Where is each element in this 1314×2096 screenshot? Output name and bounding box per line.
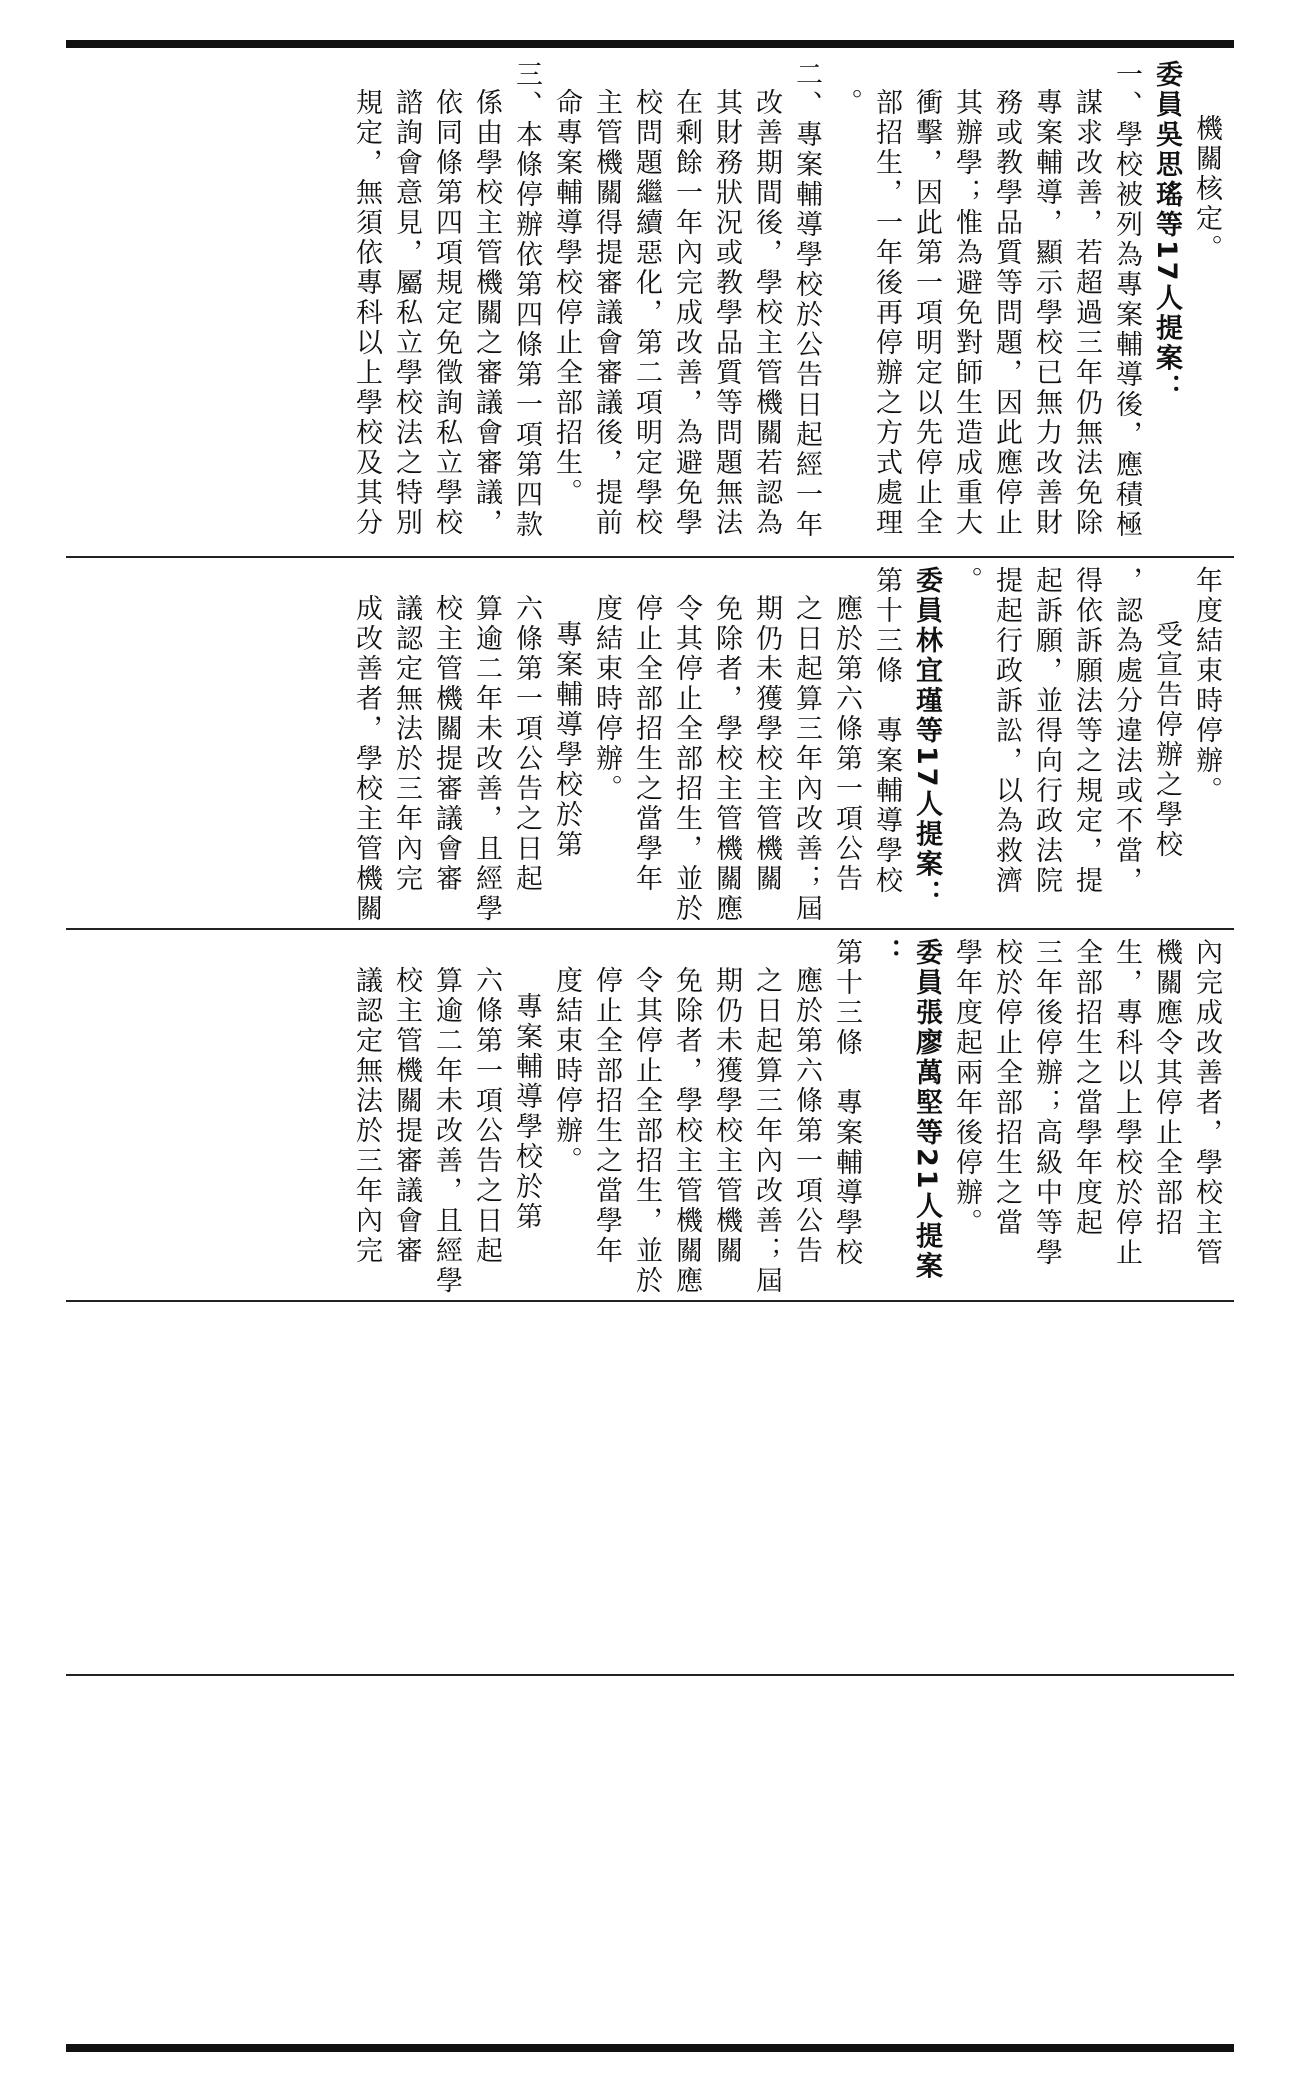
text-line: 議認定無法於三年內完 <box>391 594 422 894</box>
text-line: 六條第一項公告之日起 <box>511 594 542 894</box>
text-line: 度結束時停辦。 <box>591 594 622 804</box>
bottom-rule <box>66 2044 1234 2052</box>
text-line: 受宣告停辦之學校 <box>1151 620 1182 860</box>
proposal-heading: 委員張廖萬堅等21人提案 <box>911 938 942 1282</box>
text-line: 專案輔導學校於第 <box>551 620 582 860</box>
text-line: 其財務狀況或教學品質等問題無法 <box>711 88 742 538</box>
section-5-empty <box>66 1680 1234 2040</box>
section-1 <box>66 56 1234 552</box>
text-line: 部招生，一年後再停辦之方式處理 <box>871 88 902 538</box>
text-line: 第十三條 專案輔導學校 <box>871 566 902 896</box>
text-line: 衝擊，因此第一項明定以先停止全 <box>911 88 942 538</box>
band-divider-2 <box>66 928 1234 930</box>
text-line: 期仍未獲學校主管機關 <box>711 966 742 1266</box>
text-line: 規定，無須依專科以上學校及其分 <box>351 88 382 538</box>
text-line: 校問題繼續惡化，第二項明定學校 <box>631 88 662 538</box>
text-line: 專案輔導學校於第 <box>511 992 542 1232</box>
text-line: 務或教學品質等問題，因此應停止 <box>991 88 1022 538</box>
text-line: 二、專案輔導學校於公告日起經一年 <box>791 60 822 540</box>
text-line: 在剩餘一年內完成改善，為避免學 <box>671 88 702 538</box>
text-line: 免除者，學校主管機關應 <box>711 594 742 924</box>
text-line: 一、學校被列為專案輔導後，應積極 <box>1111 60 1142 540</box>
section-2-text <box>346 566 1226 924</box>
text-line: 生，專科以上學校於停止 <box>1111 938 1142 1268</box>
text-line: 令其停止全部招生，並於 <box>631 966 662 1296</box>
text-line: 應於第六條第一項公告 <box>791 966 822 1266</box>
proposal-heading: 委員吳思瑤等17人提案： <box>1151 60 1182 404</box>
text-line: ，認為處分違法或不當， <box>1111 566 1142 896</box>
text-line: 校於停止全部招生之當 <box>991 938 1022 1238</box>
text-line: 起訴願，並得向行政法院 <box>1031 566 1062 896</box>
text-line: 六條第一項公告之日起 <box>471 966 502 1266</box>
text-line: 提起行政訴訟，以為救濟 <box>991 566 1022 896</box>
text-line: 學年度起兩年後停辦。 <box>951 938 982 1238</box>
text-line: 校主管機關提審議會審 <box>431 594 462 894</box>
section-1-text <box>346 60 1226 550</box>
text-line: 算逾二年未改善，且經學 <box>431 966 462 1296</box>
band-divider-4 <box>66 1674 1234 1676</box>
proposal-heading: 委員林宜瑾等17人提案： <box>911 566 942 910</box>
text-line: 期仍未獲學校主管機關 <box>751 594 782 894</box>
text-line: 依同條第四項規定免徵詢私立學校 <box>431 88 462 538</box>
text-line: 係由學校主管機關之審議會審議， <box>471 88 502 538</box>
text-line: ： <box>871 938 902 968</box>
text-line: 算逾二年未改善，且經學 <box>471 594 502 924</box>
text-line: 免除者，學校主管機關應 <box>671 966 702 1296</box>
section-4-empty <box>66 1306 1234 1668</box>
text-line: 停止全部招生之當學年 <box>591 966 622 1266</box>
text-line: 三年後停辦；高級中等學 <box>1031 938 1062 1268</box>
text-line: 機關核定。 <box>1191 114 1222 264</box>
text-line: 停止全部招生之當學年 <box>631 594 662 894</box>
text-line: 主管機關得提審議會審議後，提前 <box>591 88 622 538</box>
text-line: 。 <box>831 88 862 118</box>
text-line: 全部招生之當學年度起 <box>1071 938 1102 1238</box>
text-line: 內完成改善者，學校主管 <box>1191 938 1222 1268</box>
text-line: 命專案輔導學校停止全部招生。 <box>551 88 582 508</box>
text-line: 機關應令其停止全部招 <box>1151 938 1182 1238</box>
band-divider-1 <box>66 556 1234 558</box>
section-2 <box>66 562 1234 924</box>
top-rule <box>66 40 1234 48</box>
text-line: 改善期間後，學校主管機關若認為 <box>751 88 782 538</box>
text-line: 得依訴願法等之規定，提 <box>1071 566 1102 896</box>
text-line: 其辦學；惟為避免對師生造成重大 <box>951 88 982 538</box>
text-line: 之日起算三年內改善；屆 <box>751 966 782 1296</box>
section-3-text <box>346 938 1226 1296</box>
section-3 <box>66 934 1234 1296</box>
text-line: 應於第六條第一項公告 <box>831 594 862 894</box>
text-line: 諮詢會意見，屬私立學校法之特別 <box>391 88 422 538</box>
text-line: 專案輔導，顯示學校已無力改善財 <box>1031 88 1062 538</box>
text-line: 度結束時停辦。 <box>551 966 582 1176</box>
text-line: 三、本條停辦依第四條第一項第四款 <box>511 60 542 540</box>
text-line: 謀求改善，若超過三年仍無法免除 <box>1071 88 1102 538</box>
text-line: 成改善者，學校主管機關 <box>351 594 382 924</box>
text-line: 之日起算三年內改善；屆 <box>791 594 822 924</box>
text-line: 令其停止全部招生，並於 <box>671 594 702 924</box>
text-line: 。 <box>951 566 982 596</box>
text-line: 校主管機關提審議會審 <box>391 966 422 1266</box>
text-line: 議認定無法於三年內完 <box>351 966 382 1266</box>
text-line: 年度結束時停辦。 <box>1191 566 1222 806</box>
band-divider-3 <box>66 1300 1234 1302</box>
text-line: 第十三條 專案輔導學校 <box>831 938 862 1268</box>
